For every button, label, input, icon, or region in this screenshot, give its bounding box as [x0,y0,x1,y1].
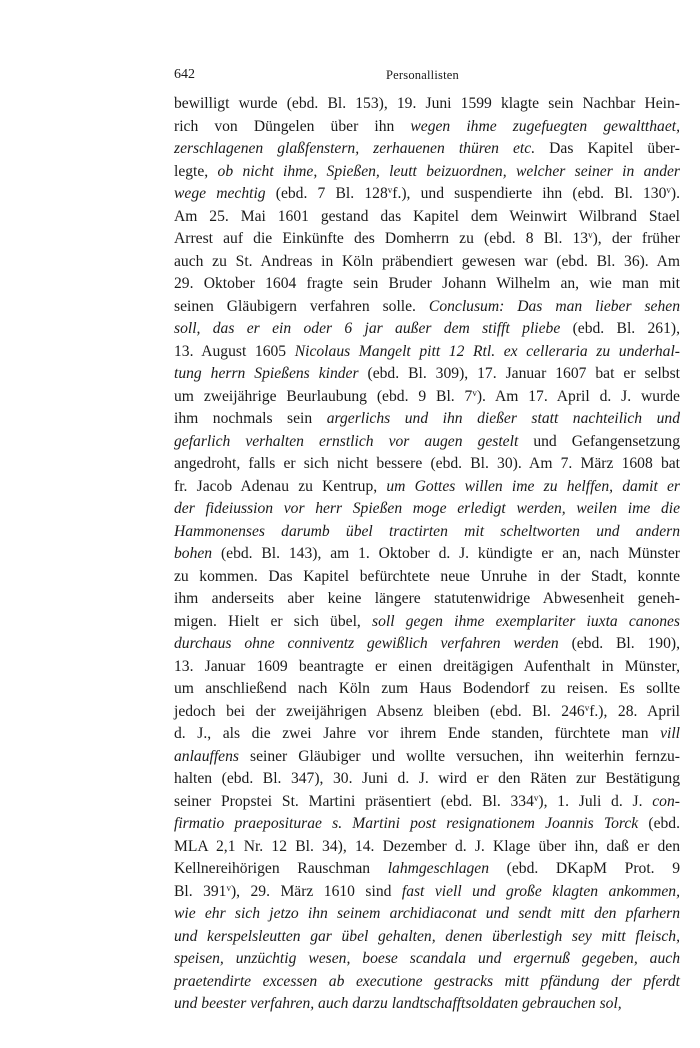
text-line [174,93,680,116]
text-line [174,183,680,206]
text-line [174,431,680,454]
superscript: v [588,230,593,240]
italic-text: argerlichs und ihn dießer statt nachteilich und [326,410,680,427]
text-segment: zu kommen. Das Kapitel befürchtete neue Unruhe in der Stadt, konnte [174,567,680,585]
italic-text: durchaus ohne conniventz gewißlich verfahren werden [174,635,559,652]
italic-text: Hammonenses darumb übel tractirten mit scheltworten und andern [174,522,680,540]
text-segment: Kellnereihörigen Rauschman [174,860,388,877]
italic-text: soll gegen ihme exemplariter iuxta canones [372,612,680,630]
text-line [174,251,680,274]
italic-text: anlauffens [174,747,239,765]
italic-text: soll, das er ein oder 6 jar außer dem stifft pliebe [174,320,561,337]
superscript: v [666,185,671,195]
text-segment: auch zu St. Andreas in Köln präbendiert gewesen war (ebd. Bl. 36). Am [174,252,680,270]
text-segment: (ebd. Bl. 261), [560,320,680,337]
text-segment: und Gefangensetzung [518,432,680,450]
text-segment: jedoch bei der zweijährigen Absenz bleiben (ebd. Bl. 246 [174,702,585,720]
text-line [174,138,680,161]
text-line [174,611,680,634]
text-segment: Das Kapitel über- [535,140,680,157]
italic-text: Conclusum: Das man lieber sehen [428,297,680,315]
text-segment: ), der früher [592,230,680,247]
italic-text: speisen, unzüchtig wesen, boese scandala und ergernuß gegeben, auch [174,950,680,967]
italic-text: um Gottes willen ime zu helffen, damit er [386,477,680,495]
text-line [174,768,680,791]
italic-text: firmatio praepositurae s. Martini post resignationem Joannis Torck [174,815,639,832]
italic-text: tung herrn Spießens kinder [174,365,359,382]
text-segment: Arrest auf die Einkünfte des Domherrn zu (ebd. 8 Bl. 13 [174,230,589,247]
text-segment: f.), 28. April [589,702,680,720]
text-segment: fr. Jacob Adenau zu Kentrup, [174,477,387,495]
text-segment: 13. August 1605 [174,342,295,360]
text-segment: seiner Propstei St. Martini präsentiert (ebd. Bl. 334 [174,792,534,810]
text-line [174,926,680,949]
text-segment: ), 29. März 1610 sind [230,882,402,900]
text-line [174,116,680,139]
text-segment: Bl. 391 [174,882,227,900]
text-line [174,543,680,566]
text-line [174,791,680,814]
text-line [174,948,680,971]
text-segment: seiner Gläubiger und wollte versuchen, ihn weiterhin fernzu- [238,747,680,765]
text-line [174,408,680,431]
italic-text: Nicolaus Mangelt pitt 12 Rtl. ex celleraria zu underhal- [294,342,680,360]
text-line [174,273,680,296]
text-line [174,633,680,656]
italic-text: fast viell und große klagten ankommen, [401,882,680,900]
text-segment: ihm anderseits aber keine längere statutenwidrige Abwesenheit geneh- [174,590,680,607]
text-line [174,206,680,229]
superscript: v [584,702,590,713]
text-line [174,521,680,544]
italic-text: wegen ihme zugefuegten gewaltthaet, [410,117,680,135]
italic-text: und beester verfahren, auch darzu landtschafftsoldaten gebrauchen sol, [174,995,622,1012]
text-segment: (ebd. [638,815,680,832]
page-number: 642 [174,67,195,82]
text-segment: um zweijährige Beurlaubung (ebd. 9 Bl. 7 [174,387,473,405]
text-segment: ihm nochmals sein [174,410,327,427]
text-segment: legte, [174,162,218,180]
text-line [174,656,680,679]
text-line [174,498,680,521]
text-line [174,566,680,589]
italic-text: der fideiussion vor herr Spießen moge erledigt werden, weilen ime die [174,500,680,517]
text-segment: (ebd. Bl. 190), [558,635,680,652]
text-line [174,341,680,364]
text-segment: (ebd. DKapM Prot. 9 [489,860,680,877]
text-line [174,836,680,859]
italic-text: gefarlich verhalten ernstlich vor augen gestelt [174,432,519,450]
italic-text: ob nicht ihme, Spießen, leutt beizuordnen, welcher seiner in ander [217,162,680,180]
text-line [174,296,680,319]
text-line [174,701,680,724]
text-line [174,678,680,701]
text-segment: (ebd. Bl. 143), am 1. Oktober d. J. kündigte er an, nach Münster [212,545,680,562]
text-segment: um anschließend nach Köln zum Haus Bodendorf zu reisen. Es sollte [174,680,680,697]
text-line [174,971,680,994]
page-header [174,67,671,83]
italic-text: zerschlagenen glaßfenstern, zerhauenen thüren etc. [174,140,536,157]
text-line [174,993,680,1016]
text-segment: migen. Hielt er sich übel, [174,612,372,630]
superscript: v [472,387,477,398]
body-text [174,93,680,1016]
superscript: v [387,185,393,195]
text-segment: f.), und suspendierte ihn (ebd. Bl. 130 [392,185,667,202]
text-segment: (ebd. Bl. 309), 17. Januar 1607 bat er selbst [358,365,681,382]
text-line [174,386,680,409]
text-segment: seinen Gläubigern verfahren solle. [174,297,429,315]
text-segment: ). Am 17. April d. J. wurde [476,387,680,405]
text-line [174,858,680,881]
text-line [174,881,680,904]
italic-text: con- [652,792,680,810]
text-segment: 29. Oktober 1604 fragte sein Bruder Johann Wilhelm an, wie man mit [174,275,680,292]
text-segment: rich von Düngelen über ihn [174,117,411,135]
text-segment: MLA 2,1 Nr. 12 Bl. 34), 14. Dezember d. J. Klage über ihn, daß er den [174,837,680,855]
italic-text: praetendirte excessen ab executione gestracks mitt pfändung der pferdt [174,972,680,990]
text-line [174,813,680,836]
superscript: v [226,882,231,893]
text-line [174,228,680,251]
text-segment: (ebd. 7 Bl. 128 [265,185,388,202]
text-segment: Am 25. Mai 1601 gestand das Kapitel dem Weinwirt Wilbrand Stael [174,207,680,225]
italic-text: lahmgeschlagen [387,860,490,877]
text-segment: ). [670,185,680,202]
text-segment: ), 1. Juli d. J. [538,792,653,810]
text-line [174,746,680,769]
italic-text: wie ehr sich jetzo ihn seinem archidiaconat und sendt mitt den pfarhern [174,905,680,922]
italic-text: bohen [174,545,213,562]
running-title: Personallisten [386,68,459,82]
text-line [174,903,680,926]
text-segment: angedroht, falls er sich nicht bessere (ebd. Bl. 30). Am 7. März 1608 bat [174,455,680,472]
italic-text: vill [660,725,680,742]
text-line [174,363,680,386]
superscript: v [533,792,539,803]
text-line [174,723,680,746]
text-segment: halten (ebd. Bl. 347), 30. Juni d. J. wird er den Räten zur Bestätigung [174,770,680,787]
text-line [174,318,680,341]
text-line [174,161,680,184]
text-segment: d. J., als die zwei Jahre vor ihrem Ende standen, fürchtete man [174,725,661,742]
italic-text: wege mechtig [174,185,266,202]
text-line [174,476,680,499]
text-segment: 13. Januar 1609 beantragte er einen dreitägigen Aufenthalt in Münster, [174,657,680,675]
italic-text: und kerspelsleutten gar übel gehalten, denen überlestigh sey mitt fleisch, [174,927,680,945]
text-segment: bewilligt wurde (ebd. Bl. 153), 19. Juni 1599 klagte sein Nachbar Hein- [174,95,680,112]
text-line [174,453,680,476]
text-line [174,588,680,611]
